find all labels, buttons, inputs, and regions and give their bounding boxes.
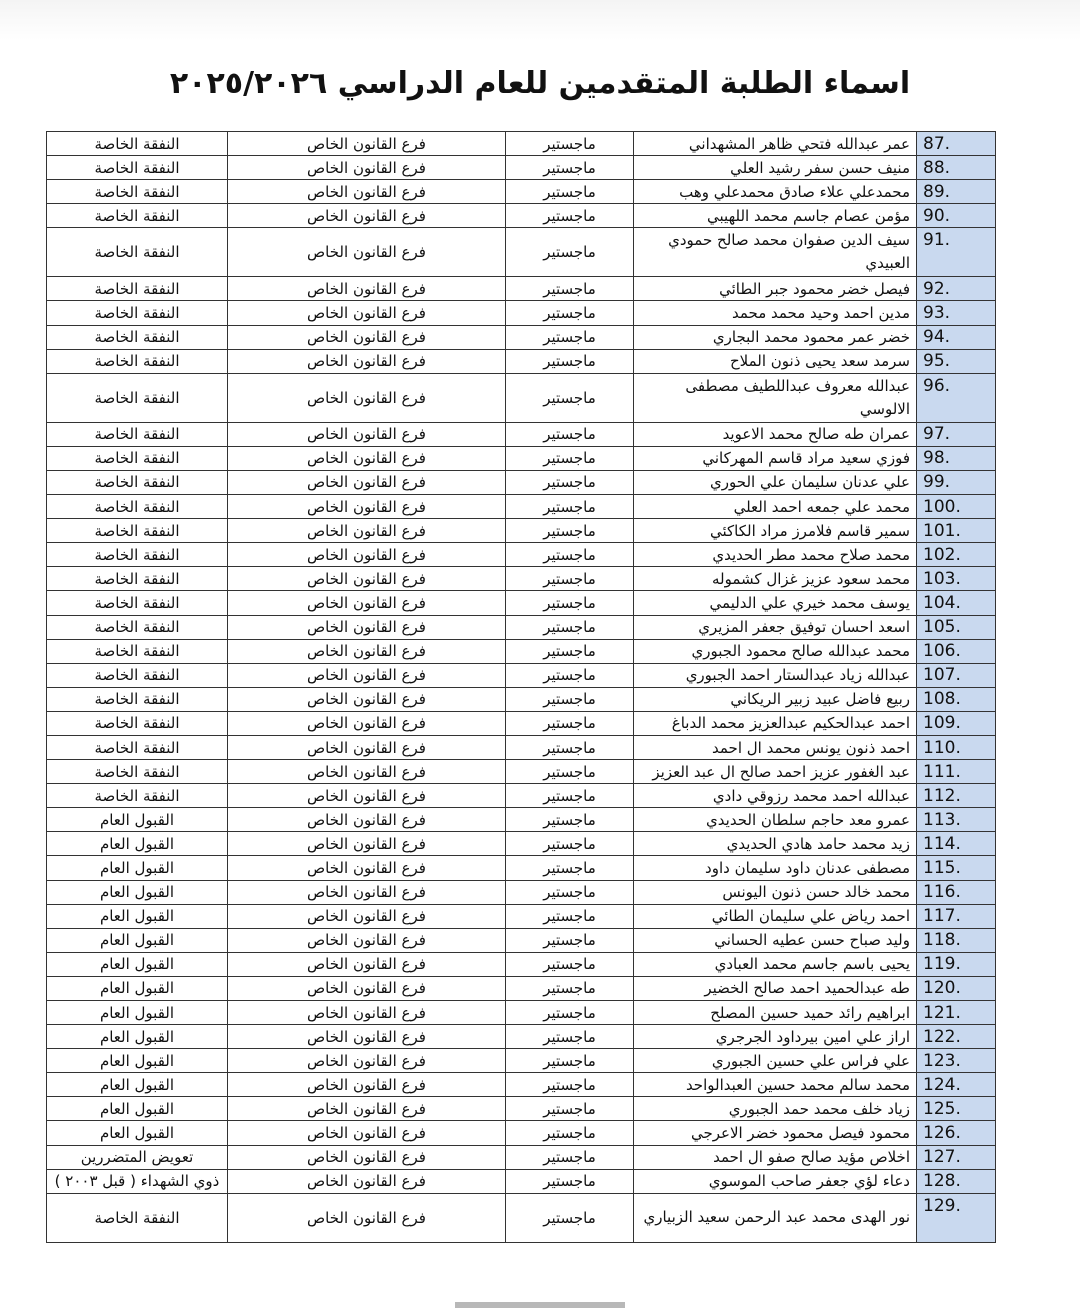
student-name: محمد عبدالله صالح محمود الجبوري [634,639,917,663]
row-number: 117. [917,904,996,928]
row-number: 119. [917,952,996,976]
row-number: 109. [917,711,996,735]
table-row [47,470,996,494]
table-row [47,687,996,711]
branch-cell: فرع القانون الخاص [228,446,506,470]
branch-cell: فرع القانون الخاص [228,1097,506,1121]
degree-cell: ماجستير [506,228,634,277]
degree-cell: ماجستير [506,591,634,615]
student-name: عبد الغفور عزيز احمد صالح ال عبد العزيز [634,760,917,784]
student-name: سمير قاسم فلامرز مراد الكاكئي [634,519,917,543]
table-row [47,543,996,567]
student-name: زياد خلف محمد حمد الجبوري [634,1097,917,1121]
student-name: محمد سعود عزيز غزال كشموله [634,567,917,591]
admission-category: القبول العام [47,1025,228,1049]
row-number: 98. [917,446,996,470]
admission-category: القبول العام [47,1049,228,1073]
student-name: دعاء لؤي جعفر صاحب الموسوي [634,1169,917,1193]
degree-cell: ماجستير [506,663,634,687]
branch-cell: فرع القانون الخاص [228,856,506,880]
branch-cell: فرع القانون الخاص [228,832,506,856]
admission-category: النفقة الخاصة [47,495,228,519]
student-name: محمد صلاح محمد مطر الحديدي [634,543,917,567]
branch-cell: فرع القانون الخاص [228,519,506,543]
admission-category: النفقة الخاصة [47,567,228,591]
admission-category: القبول العام [47,856,228,880]
row-number: 95. [917,349,996,373]
admission-category: النفقة الخاصة [47,615,228,639]
student-name: منيف حسن سفر رشيد العلي [634,156,917,180]
branch-cell: فرع القانون الخاص [228,567,506,591]
row-number: 120. [917,976,996,1000]
degree-cell: ماجستير [506,301,634,325]
branch-cell: فرع القانون الخاص [228,373,506,422]
row-number: 104. [917,591,996,615]
student-name: عبدالله زياد عبدالستار احمد الجبوري [634,663,917,687]
table-row [47,880,996,904]
admission-category: النفقة الخاصة [47,132,228,156]
branch-cell: فرع القانون الخاص [228,325,506,349]
branch-cell: فرع القانون الخاص [228,1169,506,1193]
admission-category: النفقة الخاصة [47,277,228,301]
row-number: 96. [917,373,996,422]
degree-cell: ماجستير [506,880,634,904]
table-row [47,567,996,591]
student-name: وليد صباح حسن عطيه الحساني [634,928,917,952]
student-name: اراز علي امين بيرداود الجرجري [634,1025,917,1049]
row-number: 124. [917,1073,996,1097]
branch-cell: فرع القانون الخاص [228,687,506,711]
branch-cell: فرع القانون الخاص [228,470,506,494]
row-number: 122. [917,1025,996,1049]
branch-cell: فرع القانون الخاص [228,904,506,928]
student-name: محمدعلي علاء صادق محمدعلي وهب [634,180,917,204]
degree-cell: ماجستير [506,1193,634,1242]
admission-category: النفقة الخاصة [47,470,228,494]
table-row [47,711,996,735]
row-number: 114. [917,832,996,856]
student-name: نور الهدى محمد عبد الرحمن سعيد الزبياري [634,1193,917,1242]
branch-cell: فرع القانون الخاص [228,615,506,639]
student-name: مصطفى عدنان داود سليمان داود [634,856,917,880]
degree-cell: ماجستير [506,495,634,519]
branch-cell: فرع القانون الخاص [228,1025,506,1049]
degree-cell: ماجستير [506,808,634,832]
table-row [47,1121,996,1145]
branch-cell: فرع القانون الخاص [228,301,506,325]
student-name: عمرو معد حاجم سلطان الحديدي [634,808,917,832]
branch-cell: فرع القانون الخاص [228,711,506,735]
student-name: احمد رياض علي سليمان الطائي [634,904,917,928]
degree-cell: ماجستير [506,1001,634,1025]
student-name: اسعد احسان توفيق جعفر المزيري [634,615,917,639]
degree-cell: ماجستير [506,349,634,373]
row-number: 108. [917,687,996,711]
scroll-indicator[interactable] [455,1302,625,1308]
branch-cell: فرع القانون الخاص [228,543,506,567]
student-name: علي عدنان سليمان علي الحوري [634,470,917,494]
row-number: 92. [917,277,996,301]
admission-category: النفقة الخاصة [47,325,228,349]
student-name: مؤمن عصام جاسم محمد اللهيبي [634,204,917,228]
row-number: 91. [917,228,996,277]
admission-category: النفقة الخاصة [47,301,228,325]
branch-cell: فرع القانون الخاص [228,591,506,615]
admission-category: ذوي الشهداء ( قبل ٢٠٠٣ ) [47,1169,228,1193]
table-row [47,373,996,422]
row-number: 128. [917,1169,996,1193]
degree-cell: ماجستير [506,904,634,928]
branch-cell: فرع القانون الخاص [228,132,506,156]
admission-category: النفقة الخاصة [47,373,228,422]
degree-cell: ماجستير [506,784,634,808]
table-row [47,132,996,156]
table-row [47,446,996,470]
admission-category: النفقة الخاصة [47,156,228,180]
student-name: زيد محمد حامد هادي الحديدي [634,832,917,856]
degree-cell: ماجستير [506,1073,634,1097]
table-row [47,856,996,880]
table-row [47,615,996,639]
table-row [47,976,996,1000]
student-name: عبدالله احمد محمد رزوقي دادي [634,784,917,808]
admission-category: النفقة الخاصة [47,519,228,543]
student-name: ربيع فاضل عبيد زبير الريكاني [634,687,917,711]
branch-cell: فرع القانون الخاص [228,204,506,228]
branch-cell: فرع القانون الخاص [228,1001,506,1025]
table-row [47,349,996,373]
branch-cell: فرع القانون الخاص [228,180,506,204]
student-name: سيف الدين صفوان محمد صالح حمودي العبيدي [634,228,917,277]
row-number: 101. [917,519,996,543]
admission-category: النفقة الخاصة [47,1193,228,1242]
row-number: 126. [917,1121,996,1145]
table-row [47,204,996,228]
row-number: 121. [917,1001,996,1025]
admission-category: القبول العام [47,1097,228,1121]
student-name: محمد خالد حسن ذنون اليونس [634,880,917,904]
admission-category: النفقة الخاصة [47,711,228,735]
table-row [47,832,996,856]
student-name: سرمد سعد يحيى ذنون الملاح [634,349,917,373]
row-number: 107. [917,663,996,687]
table-row [47,156,996,180]
table-row [47,1169,996,1193]
degree-cell: ماجستير [506,277,634,301]
table-row [47,952,996,976]
student-name: مدين احمد وحيد محمد محمد [634,301,917,325]
degree-cell: ماجستير [506,639,634,663]
student-name: فيصل خضر محمود جبر الطائي [634,277,917,301]
table-row [47,591,996,615]
admission-category: القبول العام [47,808,228,832]
admission-category: النفقة الخاصة [47,784,228,808]
branch-cell: فرع القانون الخاص [228,1049,506,1073]
table-row [47,1025,996,1049]
admission-category: القبول العام [47,832,228,856]
row-number: 89. [917,180,996,204]
table-row [47,735,996,759]
table-row [47,1097,996,1121]
row-number: 127. [917,1145,996,1169]
degree-cell: ماجستير [506,156,634,180]
table-row [47,1049,996,1073]
branch-cell: فرع القانون الخاص [228,928,506,952]
degree-cell: ماجستير [506,976,634,1000]
student-name: ابراهيم رائد حميد حسين المصلح [634,1001,917,1025]
student-name: يوسف محمد خيري علي الدليمي [634,591,917,615]
degree-cell: ماجستير [506,952,634,976]
row-number: 113. [917,808,996,832]
student-name: محمود فيصل محمود خضر الاعرجي [634,1121,917,1145]
table-row [47,422,996,446]
row-number: 125. [917,1097,996,1121]
student-name: محمد سالم محمد حسين العبدالواحد [634,1073,917,1097]
table-row [47,1145,996,1169]
student-name: خضر عمر محمود محمد البجاري [634,325,917,349]
admission-category: القبول العام [47,1001,228,1025]
degree-cell: ماجستير [506,1169,634,1193]
admission-category: النفقة الخاصة [47,591,228,615]
student-name: اخلاص مؤيد صالح صفو ال احمد [634,1145,917,1169]
student-name: عبدالله معروف عبداللطيف مصطفى الالوسي [634,373,917,422]
row-number: 103. [917,567,996,591]
degree-cell: ماجستير [506,615,634,639]
row-number: 111. [917,760,996,784]
degree-cell: ماجستير [506,422,634,446]
branch-cell: فرع القانون الخاص [228,277,506,301]
degree-cell: ماجستير [506,470,634,494]
admission-category: النفقة الخاصة [47,349,228,373]
row-number: 99. [917,470,996,494]
branch-cell: فرع القانون الخاص [228,735,506,759]
branch-cell: فرع القانون الخاص [228,1121,506,1145]
degree-cell: ماجستير [506,180,634,204]
admission-category: النفقة الخاصة [47,446,228,470]
degree-cell: ماجستير [506,735,634,759]
student-name: احمد عبدالحكيم عبدالعزيز محمد الدباغ [634,711,917,735]
branch-cell: فرع القانون الخاص [228,422,506,446]
table-row [47,760,996,784]
student-name: احمد ذنون يونس محمد ال احمد [634,735,917,759]
admission-category: النفقة الخاصة [47,228,228,277]
branch-cell: فرع القانون الخاص [228,1145,506,1169]
student-name: فوزي سعيد مراد قاسم المهركاني [634,446,917,470]
admission-category: القبول العام [47,1073,228,1097]
branch-cell: فرع القانون الخاص [228,880,506,904]
admission-category: القبول العام [47,1121,228,1145]
branch-cell: فرع القانون الخاص [228,349,506,373]
degree-cell: ماجستير [506,1097,634,1121]
admission-category: القبول العام [47,952,228,976]
student-name: عمر عبدالله فتحي ظاهر المشهداني [634,132,917,156]
degree-cell: ماجستير [506,687,634,711]
table-row [47,808,996,832]
row-number: 90. [917,204,996,228]
admission-category: النفقة الخاصة [47,760,228,784]
row-number: 97. [917,422,996,446]
degree-cell: ماجستير [506,567,634,591]
row-number: 110. [917,735,996,759]
table-row [47,325,996,349]
student-name: علي فراس علي حسين الجبوري [634,1049,917,1073]
row-number: 116. [917,880,996,904]
row-number: 102. [917,543,996,567]
row-number: 94. [917,325,996,349]
degree-cell: ماجستير [506,760,634,784]
branch-cell: فرع القانون الخاص [228,495,506,519]
degree-cell: ماجستير [506,325,634,349]
page-title: اسماء الطلبة المتقدمين للعام الدراسي ٢٠٢٥/٢٠٢٦ [169,66,911,101]
student-name: طه عبدالحميد احمد صالح الخضير [634,976,917,1000]
admission-category: القبول العام [47,928,228,952]
student-table [46,131,996,1243]
row-number: 112. [917,784,996,808]
degree-cell: ماجستير [506,446,634,470]
row-number: 88. [917,156,996,180]
branch-cell: فرع القانون الخاص [228,952,506,976]
row-number: 118. [917,928,996,952]
row-number: 129. [917,1193,996,1242]
branch-cell: فرع القانون الخاص [228,1073,506,1097]
admission-category: النفقة الخاصة [47,735,228,759]
table-row [47,519,996,543]
admission-category: القبول العام [47,976,228,1000]
table-row [47,277,996,301]
degree-cell: ماجستير [506,832,634,856]
branch-cell: فرع القانون الخاص [228,639,506,663]
table-row [47,928,996,952]
admission-category: تعويض المتضررين [47,1145,228,1169]
row-number: 93. [917,301,996,325]
table-row [47,228,996,277]
degree-cell: ماجستير [506,711,634,735]
degree-cell: ماجستير [506,132,634,156]
degree-cell: ماجستير [506,1145,634,1169]
admission-category: النفقة الخاصة [47,639,228,663]
table-row [47,1073,996,1097]
table-row [47,1193,996,1242]
admission-category: النفقة الخاصة [47,422,228,446]
table-row [47,639,996,663]
table-row [47,784,996,808]
table-row [47,663,996,687]
branch-cell: فرع القانون الخاص [228,228,506,277]
degree-cell: ماجستير [506,856,634,880]
table-row [47,180,996,204]
admission-category: النفقة الخاصة [47,180,228,204]
degree-cell: ماجستير [506,543,634,567]
student-name: يحيى باسم جاسم محمد العبادي [634,952,917,976]
branch-cell: فرع القانون الخاص [228,156,506,180]
admission-category: القبول العام [47,880,228,904]
row-number: 87. [917,132,996,156]
table-row [47,495,996,519]
row-number: 123. [917,1049,996,1073]
degree-cell: ماجستير [506,204,634,228]
degree-cell: ماجستير [506,928,634,952]
admission-category: القبول العام [47,904,228,928]
branch-cell: فرع القانون الخاص [228,976,506,1000]
table-row [47,904,996,928]
row-number: 100. [917,495,996,519]
table-row [47,301,996,325]
degree-cell: ماجستير [506,373,634,422]
degree-cell: ماجستير [506,1049,634,1073]
branch-cell: فرع القانون الخاص [228,1193,506,1242]
admission-category: النفقة الخاصة [47,543,228,567]
admission-category: النفقة الخاصة [47,687,228,711]
student-name: عمران طه صالح محمد الاعويد [634,422,917,446]
row-number: 106. [917,639,996,663]
degree-cell: ماجستير [506,519,634,543]
row-number: 105. [917,615,996,639]
branch-cell: فرع القانون الخاص [228,663,506,687]
student-name: محمد علي جمعه احمد العلي [634,495,917,519]
degree-cell: ماجستير [506,1025,634,1049]
degree-cell: ماجستير [506,1121,634,1145]
branch-cell: فرع القانون الخاص [228,808,506,832]
admission-category: النفقة الخاصة [47,204,228,228]
admission-category: النفقة الخاصة [47,663,228,687]
table-row [47,1001,996,1025]
row-number: 115. [917,856,996,880]
branch-cell: فرع القانون الخاص [228,760,506,784]
branch-cell: فرع القانون الخاص [228,784,506,808]
